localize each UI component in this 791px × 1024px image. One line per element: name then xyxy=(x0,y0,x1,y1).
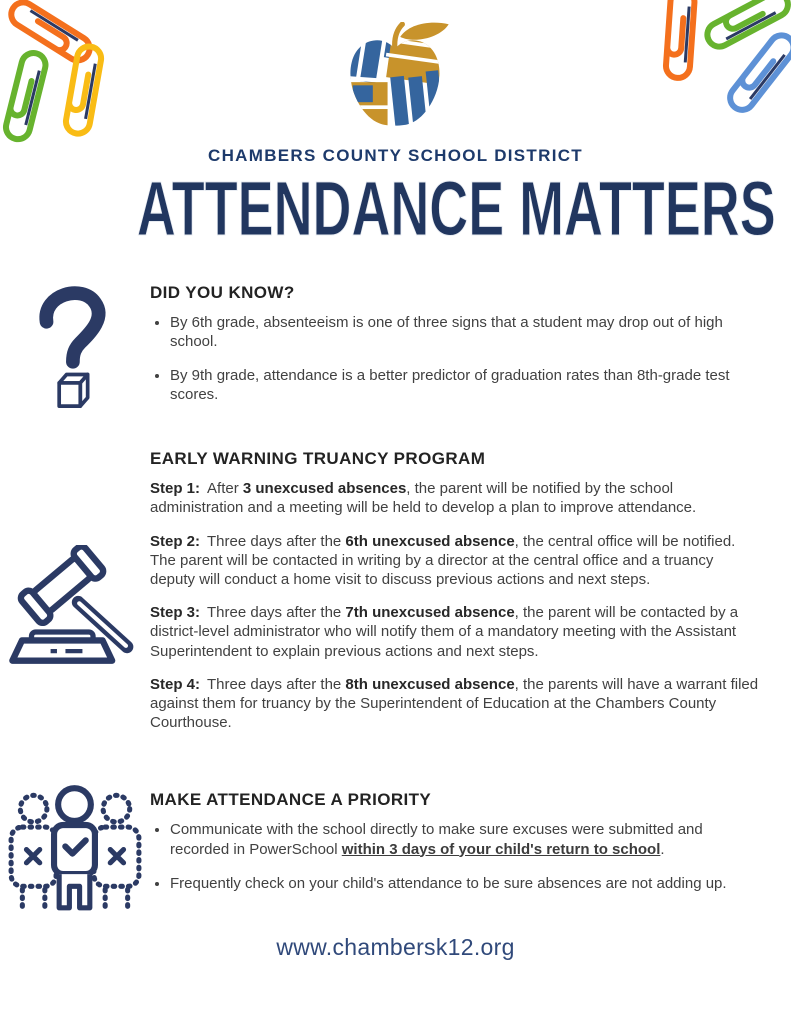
step-label: Step 4: xyxy=(150,675,201,693)
website-link[interactable]: www.chambersk12.org xyxy=(276,934,515,961)
apple-logo xyxy=(337,22,455,136)
step-text: , the central office will be notified. The parent will be contacted in writing by a director at the central office and a truancy deputy will conduct a home visit to discuss previous actions and next steps. xyxy=(150,532,736,589)
list-item xyxy=(170,874,761,893)
people-check-icon xyxy=(6,778,144,918)
page-title: ATTENDANCE MATTERS xyxy=(136,166,776,252)
step-bold-text: 3 unexcused absences xyxy=(242,480,407,498)
step-bold-text: 7th unexcused absence xyxy=(345,604,515,622)
footer xyxy=(0,934,791,961)
step-label: Step 3: xyxy=(150,604,201,622)
list-item: • By 9th grade, attendance is a better predictor of graduation rates than 8th-grade test scores. xyxy=(170,366,761,404)
step-bold-text: 6th unexcused absence xyxy=(345,532,515,550)
priority-list xyxy=(150,820,761,893)
step-label: Step 1: xyxy=(150,480,201,498)
list-item xyxy=(170,820,761,858)
step-bold-text: 8th unexcused absence xyxy=(345,675,515,693)
bullet-text: . xyxy=(660,840,665,858)
step-text: , the parents will have a warrant filed against them for truancy by the Superintendent of Education at the Chambers County Courthouse. xyxy=(150,675,759,732)
section-heading: MAKE ATTENDANCE A PRIORITY xyxy=(150,790,432,810)
step-text: , the parent will be contacted by a district-level administrator who will notify them of a mandatory meeting with the Assistant Superintendent to explain previous actions and next steps. xyxy=(150,604,739,660)
step-text: Three days after the xyxy=(207,604,346,622)
bullet-text: Frequently check on your child's attendance to be sure absences are not adding up. xyxy=(170,874,727,892)
step-text: Three days after the xyxy=(207,675,346,693)
section-priority xyxy=(0,790,791,918)
truancy-step-4 xyxy=(150,675,761,733)
district-name: CHAMBERS COUNTY SCHOOL DISTRICT xyxy=(208,146,583,165)
bullet-text: Communicate with the school directly to make sure excuses were submitted and recorded in PowerSchool xyxy=(170,821,703,858)
section-truancy-program xyxy=(0,449,791,746)
step-text: , the parent will be notified by the school administration and a meeting will be held to develop a plan to improve attendance. xyxy=(150,480,697,517)
section-did-you-know xyxy=(0,283,791,420)
section-heading: DID YOU KNOW? xyxy=(150,282,295,302)
truancy-step-2 xyxy=(150,532,761,590)
truancy-step-1 xyxy=(150,479,761,517)
did-you-know-list xyxy=(150,313,761,405)
step-text: Three days after the xyxy=(207,532,346,550)
list-item: • By 6th grade, absenteeism is one of three signs that a student may drop out of high school. xyxy=(170,313,761,351)
section-heading: EARLY WARNING TRUANCY PROGRAM xyxy=(150,449,486,469)
gavel-icon xyxy=(4,545,146,667)
header xyxy=(0,0,791,252)
question-mark-icon xyxy=(17,277,133,415)
bullet-emphasis-text: within 3 days of your child's return to school xyxy=(341,840,661,858)
step-text: After xyxy=(207,480,243,498)
step-label: Step 2: xyxy=(150,532,201,550)
truancy-step-3 xyxy=(150,603,761,661)
